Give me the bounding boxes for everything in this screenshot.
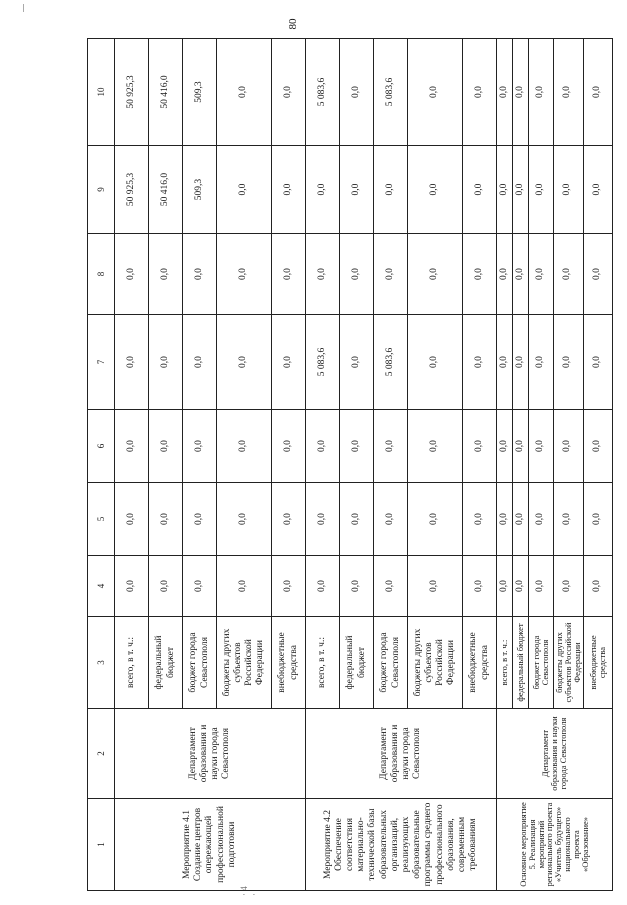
amount-cell: 0,0: [583, 556, 612, 617]
amount-cell: 50 416,0: [149, 39, 183, 146]
table-body: [88, 39, 613, 891]
amount-cell: 50 925,3: [115, 146, 149, 234]
page-number: 80: [287, 18, 299, 30]
amount-cell: 0,0: [554, 410, 584, 483]
amount-cell: 0,0: [272, 234, 306, 315]
amount-cell: 0,0: [513, 234, 529, 315]
amount-cell: 0,0: [374, 483, 408, 556]
amount-cell: 0,0: [340, 39, 374, 146]
amount-cell: 0,0: [149, 556, 183, 617]
amount-cell: 5 083,6: [374, 315, 408, 410]
amount-cell: 0,0: [272, 315, 306, 410]
amount-cell: 0,0: [340, 234, 374, 315]
amount-cell: 0,0: [497, 410, 513, 483]
amount-cell: 0,0: [374, 146, 408, 234]
amount-cell: 0,0: [463, 146, 497, 234]
amount-cell: 50 416,0: [149, 146, 183, 234]
amount-cell: 0,0: [463, 234, 497, 315]
funding-source-cell: всего, в т. ч.:: [306, 617, 340, 709]
amount-cell: 0,0: [529, 410, 554, 483]
amount-cell: 0,0: [149, 315, 183, 410]
amount-cell: 0,0: [554, 315, 584, 410]
amount-cell: 0,0: [583, 234, 612, 315]
amount-cell: 0,0: [115, 483, 149, 556]
column-number: 7: [88, 315, 115, 410]
funding-source-cell: бюджет города Севастополя: [374, 617, 408, 709]
amount-cell: 0,0: [306, 146, 340, 234]
amount-cell: 0,0: [583, 410, 612, 483]
activity-cell: Мероприятие 4.1 Создание центров опережающей профессиональной подготовки: [115, 799, 306, 891]
amount-cell: 0,0: [529, 315, 554, 410]
amount-cell: 0,0: [554, 234, 584, 315]
amount-cell: 0,0: [340, 483, 374, 556]
amount-cell: 0,0: [340, 410, 374, 483]
amount-cell: 0,0: [529, 146, 554, 234]
amount-cell: 0,0: [463, 315, 497, 410]
funding-source-cell: всего, в т. ч.:: [115, 617, 149, 709]
amount-cell: 0,0: [554, 556, 584, 617]
amount-cell: 0,0: [272, 39, 306, 146]
amount-cell: 5 083,6: [374, 39, 408, 146]
activity-cell: Основное мероприятие 5. Реализация мероприятий регионального проекта «Учитель будущего» национального проекта «Образование»: [497, 799, 613, 891]
amount-cell: 50 925,3: [115, 39, 149, 146]
funding-source-cell: федеральный бюджет: [340, 617, 374, 709]
rotated-table-frame: [87, 39, 607, 891]
scan-mark: · 4 ·: [239, 886, 259, 896]
funding-source-cell: внебюджетные средства: [583, 617, 612, 709]
column-number: 3: [88, 617, 115, 709]
amount-cell: 509,3: [183, 39, 217, 146]
amount-cell: 0,0: [217, 556, 272, 617]
amount-cell: 0,0: [374, 410, 408, 483]
amount-cell: 0,0: [463, 39, 497, 146]
table-row: [497, 39, 513, 891]
amount-cell: 0,0: [463, 556, 497, 617]
amount-cell: 5 083,6: [306, 315, 340, 410]
department-cell: Департамент образования и науки города Севастополя: [115, 709, 306, 799]
amount-cell: 0,0: [554, 39, 584, 146]
column-number: 9: [88, 146, 115, 234]
amount-cell: 0,0: [272, 556, 306, 617]
amount-cell: 0,0: [529, 556, 554, 617]
amount-cell: 0,0: [306, 556, 340, 617]
amount-cell: 0,0: [408, 234, 463, 315]
amount-cell: 5 083,6: [306, 39, 340, 146]
amount-cell: 0,0: [374, 234, 408, 315]
amount-cell: 0,0: [513, 483, 529, 556]
amount-cell: 0,0: [217, 234, 272, 315]
amount-cell: 0,0: [217, 483, 272, 556]
amount-cell: 0,0: [374, 556, 408, 617]
amount-cell: 0,0: [183, 234, 217, 315]
funding-source-cell: всего, в т. ч.:: [497, 617, 513, 709]
funding-source-cell: внебюджетные средства: [463, 617, 497, 709]
amount-cell: 0,0: [408, 483, 463, 556]
budget-table: [87, 38, 613, 891]
amount-cell: 0,0: [149, 410, 183, 483]
amount-cell: 0,0: [272, 146, 306, 234]
table-row: [115, 39, 149, 891]
amount-cell: 0,0: [183, 315, 217, 410]
table-row: [306, 39, 340, 891]
amount-cell: 0,0: [463, 483, 497, 556]
amount-cell: 0,0: [408, 146, 463, 234]
funding-source-cell: бюджеты других субъектов Российской Федерации: [408, 617, 463, 709]
amount-cell: 0,0: [513, 315, 529, 410]
amount-cell: 0,0: [217, 146, 272, 234]
amount-cell: 0,0: [149, 483, 183, 556]
column-number: 6: [88, 410, 115, 483]
amount-cell: 0,0: [217, 315, 272, 410]
amount-cell: 0,0: [217, 410, 272, 483]
funding-source-cell: бюджет города Севастополя: [183, 617, 217, 709]
amount-cell: 0,0: [583, 39, 612, 146]
amount-cell: 0,0: [513, 556, 529, 617]
amount-cell: 0,0: [272, 483, 306, 556]
header-row: [88, 39, 115, 891]
amount-cell: 0,0: [463, 410, 497, 483]
amount-cell: 0,0: [115, 410, 149, 483]
amount-cell: 0,0: [497, 234, 513, 315]
funding-source-cell: бюджеты других субъектов Российской Федерации: [217, 617, 272, 709]
column-number: 1: [88, 799, 115, 891]
amount-cell: 0,0: [583, 315, 612, 410]
column-number: 2: [88, 709, 115, 799]
amount-cell: 0,0: [183, 483, 217, 556]
amount-cell: 0,0: [115, 315, 149, 410]
amount-cell: 0,0: [513, 410, 529, 483]
amount-cell: 0,0: [497, 315, 513, 410]
column-number: 5: [88, 483, 115, 556]
amount-cell: 0,0: [513, 146, 529, 234]
funding-source-cell: федеральный бюджет: [513, 617, 529, 709]
amount-cell: 0,0: [513, 39, 529, 146]
amount-cell: 0,0: [306, 234, 340, 315]
funding-source-cell: бюджет города Севастополя: [529, 617, 554, 709]
funding-source-cell: федеральный бюджет: [149, 617, 183, 709]
amount-cell: 0,0: [408, 556, 463, 617]
amount-cell: 0,0: [115, 556, 149, 617]
amount-cell: 0,0: [149, 234, 183, 315]
column-number: 4: [88, 556, 115, 617]
funding-source-cell: внебюджетные средства: [272, 617, 306, 709]
amount-cell: 0,0: [183, 556, 217, 617]
amount-cell: 0,0: [340, 556, 374, 617]
column-number: 8: [88, 234, 115, 315]
amount-cell: 0,0: [340, 146, 374, 234]
amount-cell: 0,0: [408, 315, 463, 410]
activity-cell: Мероприятие 4.2 Обеспечение соответствия материально-технической базы образовательных организаций, реализующих образовательные программы среднего профессионального образования, современным требованиям: [306, 799, 497, 891]
amount-cell: 0,0: [408, 410, 463, 483]
amount-cell: 0,0: [554, 483, 584, 556]
amount-cell: 0,0: [497, 556, 513, 617]
amount-cell: 0,0: [306, 410, 340, 483]
amount-cell: 0,0: [183, 410, 217, 483]
amount-cell: 509,3: [183, 146, 217, 234]
department-cell: Департамент образования и науки города Севастополя: [497, 709, 613, 799]
amount-cell: 0,0: [115, 234, 149, 315]
amount-cell: 0,0: [583, 483, 612, 556]
column-number: 10: [88, 39, 115, 146]
amount-cell: 0,0: [583, 146, 612, 234]
amount-cell: 0,0: [529, 483, 554, 556]
rotated-table-content: [87, 39, 607, 891]
amount-cell: 0,0: [497, 146, 513, 234]
amount-cell: 0,0: [554, 146, 584, 234]
amount-cell: 0,0: [272, 410, 306, 483]
amount-cell: 0,0: [497, 39, 513, 146]
amount-cell: 0,0: [529, 234, 554, 315]
amount-cell: 0,0: [497, 483, 513, 556]
amount-cell: 0,0: [217, 39, 272, 146]
amount-cell: 0,0: [306, 483, 340, 556]
amount-cell: 0,0: [529, 39, 554, 146]
amount-cell: 0,0: [340, 315, 374, 410]
amount-cell: 0,0: [408, 39, 463, 146]
department-cell: Департамент образования и науки города Севастополя: [306, 709, 497, 799]
funding-source-cell: бюджеты других субъектов Российской Федерации: [554, 617, 584, 709]
scan-artifact: [23, 4, 24, 12]
